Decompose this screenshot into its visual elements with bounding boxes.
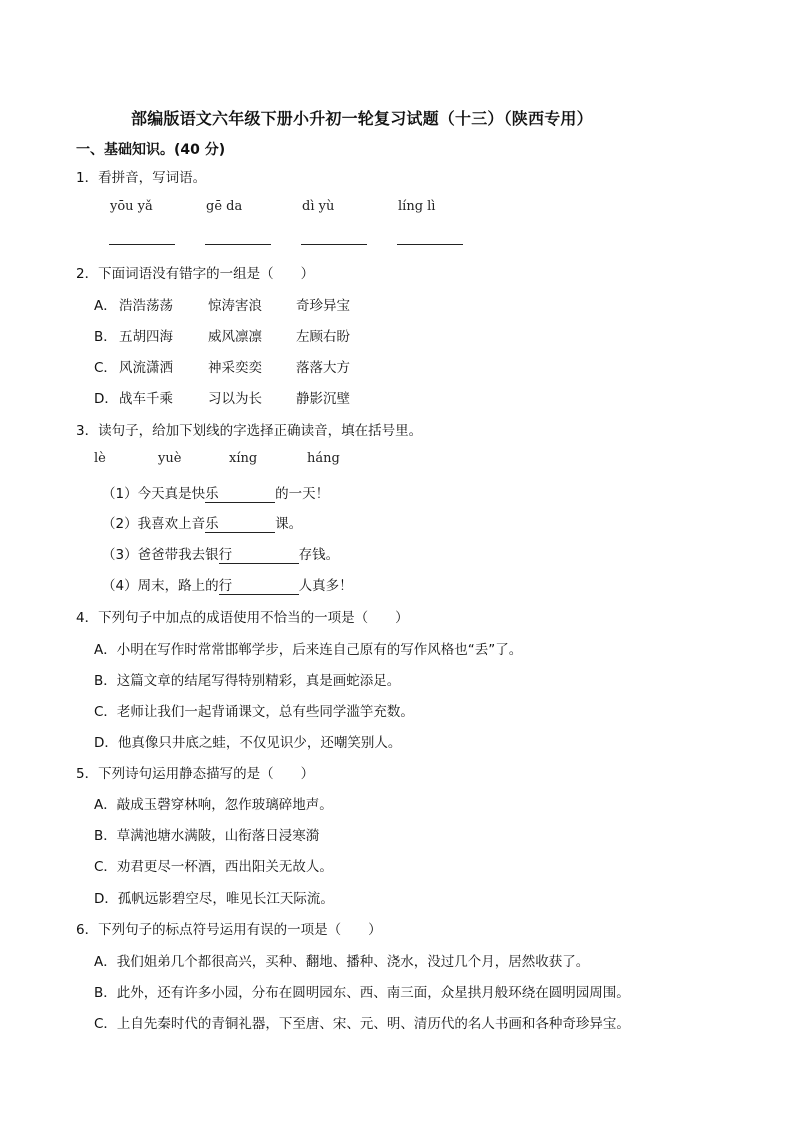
answer-blank[interactable] bbox=[397, 244, 463, 245]
question-2-stem: 2．下面词语没有错字的一组是（ ） bbox=[76, 266, 315, 282]
sentence-text: 周末，路上的 bbox=[137, 578, 219, 594]
option-a: A．我们姐弟几个都很高兴，买种、翻地、播种、浇水，没过几个月，居然收获了。 bbox=[94, 954, 590, 970]
answer-blank[interactable] bbox=[109, 244, 175, 245]
question-6-stem: 6．下列句子的标点符号运用有误的一项是（ ） bbox=[76, 922, 382, 938]
sentence-text: 今天真是快 bbox=[137, 486, 206, 502]
pinyin-2: gē da bbox=[206, 199, 243, 214]
option-word: 静影沉壁 bbox=[296, 391, 350, 407]
option-label: D． bbox=[94, 391, 118, 407]
underlined-answer-blank[interactable] bbox=[219, 543, 299, 564]
option-b: B．草满池塘水满陂，山衔落日浸寒漪 bbox=[94, 828, 320, 844]
question-1-stem: 1．看拼音，写词语。 bbox=[76, 170, 207, 186]
page-title: 部编版语文六年级下册小升初一轮复习试题（十三）（陕西专用） bbox=[131, 109, 593, 128]
pinyin-4: líng lì bbox=[398, 199, 436, 214]
option-word: 神采奕奕 bbox=[208, 360, 262, 376]
option-word: 左顾右盼 bbox=[296, 329, 350, 345]
option-b: B．这篇文章的结尾写得特别精彩，真是画蛇添足。 bbox=[94, 673, 401, 689]
pinyin-hang: háng bbox=[307, 451, 340, 466]
underlined-char: 乐 bbox=[205, 516, 219, 532]
option-b: B．此外，还有许多小园，分布在圆明园东、西、南三面，众星拱月般环绕在圆明园周围。 bbox=[94, 985, 630, 1001]
option-word: 浩浩荡荡 bbox=[119, 298, 173, 314]
sentence-item bbox=[102, 574, 353, 595]
option-word: 落落大方 bbox=[296, 360, 350, 376]
underlined-char: 行 bbox=[218, 578, 233, 594]
answer-blank[interactable] bbox=[205, 244, 271, 245]
option-c: C．劝君更尽一杯酒，西出阳关无故人。 bbox=[94, 859, 333, 875]
option-d: D．他真像只井底之蛙，不仅见识少，还嘲笑别人。 bbox=[94, 735, 402, 751]
section-heading: 一、基础知识。(40 分) bbox=[76, 142, 226, 158]
sentence-text: 存钱。 bbox=[298, 547, 340, 563]
sentence-text: 我喜欢上音 bbox=[137, 516, 206, 532]
pinyin-le: lè bbox=[94, 451, 106, 466]
option-label: C． bbox=[94, 360, 117, 376]
option-word: 奇珍异宝 bbox=[296, 298, 350, 314]
option-label: B． bbox=[94, 329, 117, 345]
item-number: （1） bbox=[102, 486, 138, 502]
pinyin-yue: yuè bbox=[158, 451, 182, 466]
underlined-answer-blank[interactable] bbox=[219, 574, 299, 595]
option-word: 习以为长 bbox=[208, 391, 262, 407]
underlined-answer-blank[interactable] bbox=[205, 482, 275, 503]
option-word: 风流潇洒 bbox=[119, 360, 173, 376]
sentence-item bbox=[102, 512, 302, 533]
option-d: D．孤帆远影碧空尽，唯见长江天际流。 bbox=[94, 891, 334, 907]
answer-blank[interactable] bbox=[301, 244, 367, 245]
question-4-stem: 4．下列句子中加点的成语使用不恰当的一项是（ ） bbox=[76, 610, 409, 626]
option-c: C．老师让我们一起背诵课文，总有些同学滥竽充数。 bbox=[94, 704, 414, 720]
underlined-answer-blank[interactable] bbox=[205, 512, 275, 533]
option-word: 五胡四海 bbox=[119, 329, 173, 345]
option-c: C．上自先秦时代的青铜礼器，下至唐、宋、元、明、清历代的名人书画和各种奇珍异宝。 bbox=[94, 1016, 630, 1032]
pinyin-1: yōu yǎ bbox=[110, 199, 153, 214]
sentence-item bbox=[102, 482, 329, 503]
item-number: （4） bbox=[102, 578, 138, 594]
pinyin-3: dì yù bbox=[302, 199, 335, 214]
item-number: （3） bbox=[102, 547, 138, 563]
item-number: （2） bbox=[102, 516, 138, 532]
option-a: A．敲成玉磬穿林响，忽作玻璃碎地声。 bbox=[94, 797, 333, 813]
option-a: A．小明在写作时常常邯郸学步，后来连自己原有的写作风格也“丢”了。 bbox=[94, 642, 523, 658]
option-word: 威风凛凛 bbox=[208, 329, 262, 345]
question-5-stem: 5．下列诗句运用静态描写的是（ ） bbox=[76, 766, 315, 782]
option-word: 惊涛害浪 bbox=[208, 298, 262, 314]
option-word: 战车千乘 bbox=[119, 391, 173, 407]
underlined-char: 行 bbox=[218, 547, 233, 563]
underlined-char: 乐 bbox=[205, 486, 219, 502]
sentence-text: 的一天！ bbox=[275, 486, 330, 502]
sentence-text: 人真多！ bbox=[298, 578, 353, 594]
sentence-text: 爸爸带我去银 bbox=[137, 547, 219, 563]
pinyin-xing: xíng bbox=[229, 451, 258, 466]
question-3-stem: 3．读句子，给加下划线的字选择正确读音，填在括号里。 bbox=[76, 423, 423, 439]
option-label: A． bbox=[94, 298, 117, 314]
sentence-item bbox=[102, 543, 339, 564]
sentence-text: 课。 bbox=[275, 516, 303, 532]
